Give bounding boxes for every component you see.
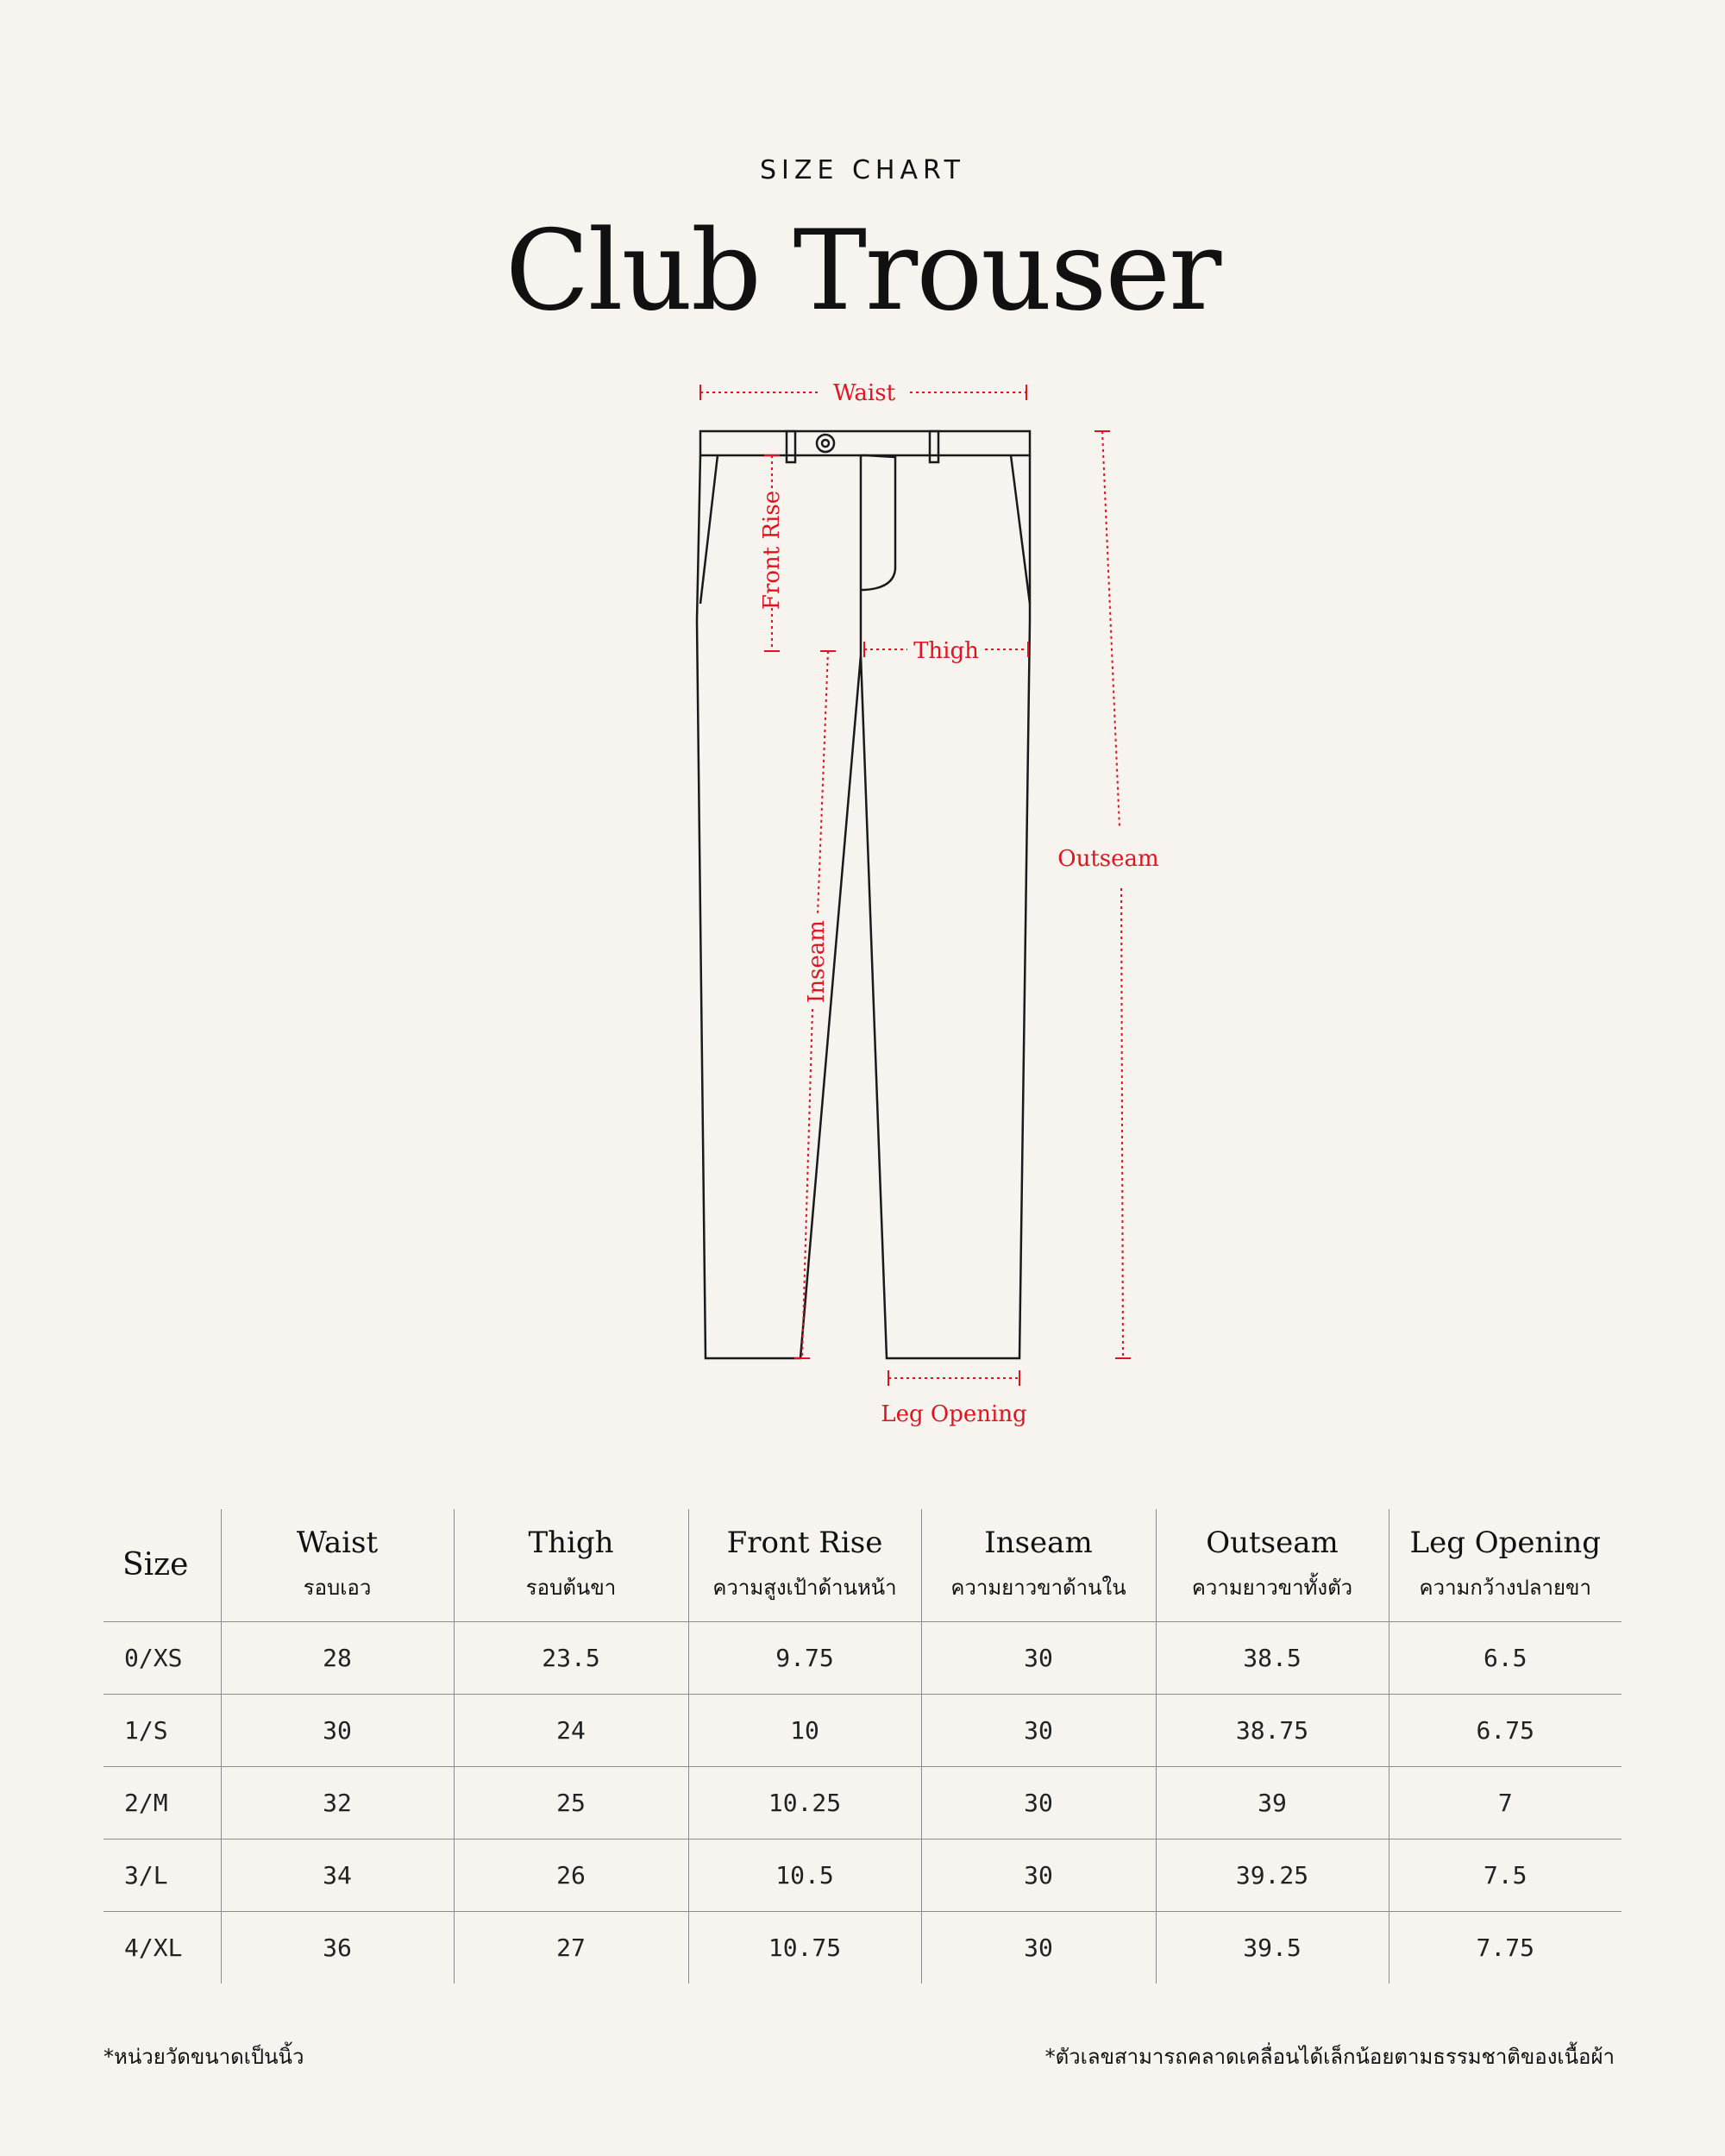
column-header-en: Inseam (984, 1525, 1093, 1560)
column-header-outseam (1156, 1509, 1389, 1621)
column-header-en: Thigh (528, 1525, 614, 1560)
table-cell: 9.75 (688, 1621, 921, 1694)
table-row (104, 1766, 1622, 1839)
column-header-en: Front Rise (726, 1525, 883, 1560)
table-cell: 38.75 (1156, 1694, 1389, 1766)
table-cell: 38.5 (1156, 1621, 1389, 1694)
column-header-th: ความสูงเป้าด้านหน้า (712, 1575, 897, 1600)
inseam-measure-bottom (802, 1009, 812, 1358)
size-table (104, 1509, 1622, 1984)
size-table-wrap (104, 1509, 1622, 1984)
table-cell: 6.75 (1389, 1694, 1622, 1766)
table-cell: 39 (1156, 1766, 1389, 1839)
table-cell: 28 (221, 1621, 454, 1694)
table-cell: 30 (921, 1621, 1156, 1694)
size-cell: 4/XL (124, 1933, 183, 1962)
size-chart-kicker: SIZE CHART (760, 155, 965, 185)
table-row (104, 1911, 1622, 1984)
pocket-left (700, 455, 718, 604)
inseam-measure-top (818, 651, 828, 914)
table-cell: 34 (221, 1839, 454, 1911)
table-cell: 39.5 (1156, 1911, 1389, 1984)
front-rise-label: Front Rise (759, 490, 785, 611)
table-cell: 32 (221, 1766, 454, 1839)
table-cell: 30 (921, 1694, 1156, 1766)
size-cell: 0/XS (124, 1643, 183, 1672)
table-cell: 39.25 (1156, 1839, 1389, 1911)
leg-opening-label: Leg Opening (881, 1401, 1027, 1427)
inseam-label: Inseam (804, 920, 830, 1003)
pocket-right (1011, 455, 1030, 604)
column-header-inseam (921, 1509, 1156, 1621)
unit-note: *หน่วยวัดขนาดเป็นนิ้ว (104, 2045, 304, 2069)
outseam-measure-top (1102, 431, 1120, 828)
table-header-row (104, 1509, 1622, 1621)
column-header-en: Leg Opening (1409, 1525, 1601, 1560)
column-header-th: ความกว้างปลายขา (1419, 1575, 1591, 1600)
trouser-outline (697, 431, 1030, 1358)
table-row (104, 1621, 1622, 1694)
outseam-label: Outseam (1057, 846, 1159, 872)
table-cell: 26 (454, 1839, 688, 1911)
table-cell: 30 (921, 1839, 1156, 1911)
column-header-th: ความยาวขาทั้งตัว (1191, 1575, 1353, 1600)
table-cell: 7.5 (1389, 1839, 1622, 1911)
belt-loop-left (787, 431, 795, 462)
table-cell: 36 (221, 1911, 454, 1984)
page-title: Club Trouser (505, 207, 1220, 335)
size-cell: 1/S (124, 1715, 168, 1745)
column-header-en: Outseam (1206, 1525, 1339, 1560)
column-header-th: รอบเอว (303, 1575, 372, 1600)
table-cell: 7 (1389, 1766, 1622, 1839)
column-header-thigh (454, 1509, 688, 1621)
fly-stitch (861, 455, 895, 590)
table-cell: 6.5 (1389, 1621, 1622, 1694)
table-row (104, 1694, 1622, 1766)
column-header-en: Waist (296, 1525, 379, 1560)
column-header-waist (221, 1509, 454, 1621)
waist-button-icon (817, 435, 834, 452)
table-cell: 10.75 (688, 1911, 921, 1984)
table-cell: 10 (688, 1694, 921, 1766)
size-column-header: Size (122, 1547, 189, 1583)
table-cell: 30 (921, 1766, 1156, 1839)
thigh-label: Thigh (913, 638, 979, 664)
table-row (104, 1839, 1622, 1911)
table-cell: 23.5 (454, 1621, 688, 1694)
size-cell: 2/M (124, 1788, 168, 1817)
table-cell: 24 (454, 1694, 688, 1766)
waist-label: Waist (832, 380, 896, 406)
outseam-measure-bottom (1121, 888, 1123, 1358)
waist-button-center (822, 440, 829, 447)
waistband (700, 431, 1030, 455)
column-header-leg-opening (1389, 1509, 1622, 1621)
column-header-th: รอบต้นขา (525, 1575, 617, 1600)
column-header-front-rise (688, 1509, 921, 1621)
belt-loop-right (930, 431, 938, 462)
table-cell: 7.75 (1389, 1911, 1622, 1984)
column-header-th: ความยาวขาด้านใน (950, 1575, 1126, 1600)
table-cell: 10.25 (688, 1766, 921, 1839)
table-cell: 25 (454, 1766, 688, 1839)
table-cell: 10.5 (688, 1839, 921, 1911)
tolerance-note: *ตัวเลขสามารถคลาดเคลื่อนได้เล็กน้อยตามธรรมชาติของเนื้อผ้า (1044, 2045, 1615, 2069)
size-cell: 3/L (124, 1860, 168, 1890)
table-cell: 30 (921, 1911, 1156, 1984)
table-cell: 30 (221, 1694, 454, 1766)
table-cell: 27 (454, 1911, 688, 1984)
